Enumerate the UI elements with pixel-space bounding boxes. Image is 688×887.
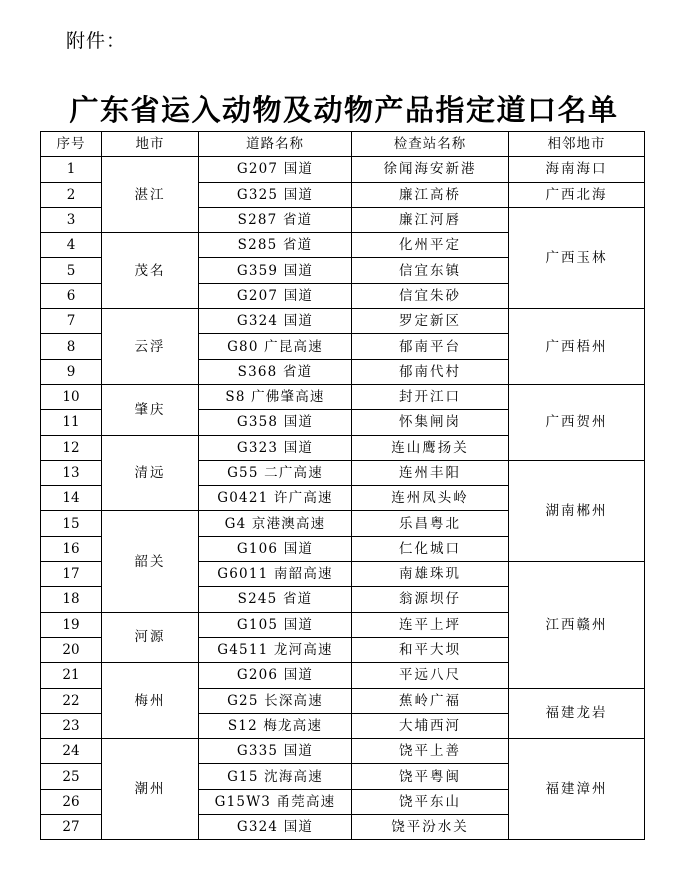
serial-number-cell: 11 — [41, 410, 102, 435]
road-name-cell: G359 国道 — [199, 258, 352, 283]
road-name-cell: G80 广昆高速 — [199, 334, 352, 359]
road-name-cell: G4 京港澳高速 — [199, 511, 352, 536]
serial-number-cell: 6 — [41, 283, 102, 308]
checkpoint-name-cell: 郁南平台 — [352, 334, 509, 359]
checkpoint-name-cell: 连州丰阳 — [352, 460, 509, 485]
road-name-cell: G207 国道 — [199, 283, 352, 308]
serial-number-cell: 25 — [41, 764, 102, 789]
serial-number-cell: 15 — [41, 511, 102, 536]
checkpoint-name-cell: 饶平粤闽 — [352, 764, 509, 789]
checkpoint-name-cell: 连州凤头岭 — [352, 486, 509, 511]
road-name-cell: G324 国道 — [199, 815, 352, 840]
checkpoint-name-cell: 连山鹰扬关 — [352, 435, 509, 460]
city-cell: 肇庆 — [102, 384, 199, 435]
city-cell: 韶关 — [102, 511, 199, 612]
checkpoint-name-cell: 大埔西河 — [352, 713, 509, 738]
header-adjacent-city: 相邻地市 — [509, 132, 645, 157]
serial-number-cell: 4 — [41, 233, 102, 258]
road-name-cell: G25 长深高速 — [199, 688, 352, 713]
road-name-cell: G207 国道 — [199, 157, 352, 182]
checkpoint-name-cell: 徐闻海安新港 — [352, 157, 509, 182]
checkpoint-name-cell: 封开江口 — [352, 384, 509, 409]
road-name-cell: G6011 南韶高速 — [199, 562, 352, 587]
road-name-cell: S8 广佛肇高速 — [199, 384, 352, 409]
adjacent-city-cell: 海南海口 — [509, 157, 645, 182]
serial-number-cell: 27 — [41, 815, 102, 840]
document-title: 广东省运入动物及动物产品指定道口名单 — [69, 93, 619, 127]
road-name-cell: G4511 龙河高速 — [199, 637, 352, 662]
adjacent-city-cell: 广西玉林 — [509, 207, 645, 308]
serial-number-cell: 5 — [41, 258, 102, 283]
checkpoint-table — [40, 131, 645, 840]
serial-number-cell: 16 — [41, 536, 102, 561]
header-road-name: 道路名称 — [199, 132, 352, 157]
serial-number-cell: 21 — [41, 663, 102, 688]
road-name-cell: S368 省道 — [199, 359, 352, 384]
road-name-cell: G55 二广高速 — [199, 460, 352, 485]
road-name-cell: S12 梅龙高速 — [199, 713, 352, 738]
city-cell: 潮州 — [102, 739, 199, 840]
checkpoint-name-cell: 郁南代村 — [352, 359, 509, 384]
checkpoint-name-cell: 乐昌粤北 — [352, 511, 509, 536]
serial-number-cell: 9 — [41, 359, 102, 384]
adjacent-city-cell: 福建龙岩 — [509, 688, 645, 739]
checkpoint-name-cell: 怀集闸岗 — [352, 410, 509, 435]
checkpoint-name-cell: 饶平东山 — [352, 789, 509, 814]
table-header-row — [41, 132, 645, 157]
serial-number-cell: 7 — [41, 309, 102, 334]
table-row — [41, 157, 645, 182]
adjacent-city-cell: 广西贺州 — [509, 384, 645, 460]
header-serial-number: 序号 — [41, 132, 102, 157]
road-name-cell: G358 国道 — [199, 410, 352, 435]
checkpoint-name-cell: 罗定新区 — [352, 309, 509, 334]
serial-number-cell: 14 — [41, 486, 102, 511]
serial-number-cell: 20 — [41, 637, 102, 662]
serial-number-cell: 19 — [41, 612, 102, 637]
road-name-cell: G323 国道 — [199, 435, 352, 460]
adjacent-city-cell: 广西北海 — [509, 182, 645, 207]
serial-number-cell: 3 — [41, 207, 102, 232]
city-cell: 清远 — [102, 435, 199, 511]
serial-number-cell: 18 — [41, 587, 102, 612]
road-name-cell: G206 国道 — [199, 663, 352, 688]
checkpoint-name-cell: 仁化城口 — [352, 536, 509, 561]
table-row — [41, 309, 645, 334]
table-row — [41, 384, 645, 409]
serial-number-cell: 17 — [41, 562, 102, 587]
serial-number-cell: 2 — [41, 182, 102, 207]
checkpoint-name-cell: 信宜东镇 — [352, 258, 509, 283]
checkpoint-name-cell: 翁源坝仔 — [352, 587, 509, 612]
city-cell: 河源 — [102, 612, 199, 663]
serial-number-cell: 12 — [41, 435, 102, 460]
header-city: 地市 — [102, 132, 199, 157]
serial-number-cell: 24 — [41, 739, 102, 764]
checkpoint-name-cell: 廉江河唇 — [352, 207, 509, 232]
road-name-cell: S245 省道 — [199, 587, 352, 612]
city-cell: 湛江 — [102, 157, 199, 233]
road-name-cell: G105 国道 — [199, 612, 352, 637]
city-cell: 茂名 — [102, 233, 199, 309]
table-body — [41, 157, 645, 840]
road-name-cell: G15 沈海高速 — [199, 764, 352, 789]
checkpoint-name-cell: 廉江高桥 — [352, 182, 509, 207]
table-row — [41, 739, 645, 764]
checkpoint-name-cell: 信宜朱砂 — [352, 283, 509, 308]
road-name-cell: S287 省道 — [199, 207, 352, 232]
serial-number-cell: 23 — [41, 713, 102, 738]
checkpoint-name-cell: 蕉岭广福 — [352, 688, 509, 713]
road-name-cell: G15W3 甬莞高速 — [199, 789, 352, 814]
city-cell: 云浮 — [102, 309, 199, 385]
adjacent-city-cell: 福建漳州 — [509, 739, 645, 840]
serial-number-cell: 26 — [41, 789, 102, 814]
city-cell: 梅州 — [102, 663, 199, 739]
serial-number-cell: 22 — [41, 688, 102, 713]
checkpoint-name-cell: 饶平汾水关 — [352, 815, 509, 840]
serial-number-cell: 13 — [41, 460, 102, 485]
road-name-cell: G106 国道 — [199, 536, 352, 561]
road-name-cell: G325 国道 — [199, 182, 352, 207]
serial-number-cell: 1 — [41, 157, 102, 182]
header-checkpoint-name: 检查站名称 — [352, 132, 509, 157]
road-name-cell: G335 国道 — [199, 739, 352, 764]
checkpoint-name-cell: 化州平定 — [352, 233, 509, 258]
road-name-cell: G324 国道 — [199, 309, 352, 334]
adjacent-city-cell: 湖南郴州 — [509, 460, 645, 561]
checkpoint-name-cell: 饶平上善 — [352, 739, 509, 764]
adjacent-city-cell: 广西梧州 — [509, 309, 645, 385]
checkpoint-name-cell: 和平大坝 — [352, 637, 509, 662]
adjacent-city-cell: 江西赣州 — [509, 562, 645, 688]
checkpoint-name-cell: 连平上坪 — [352, 612, 509, 637]
checkpoint-name-cell: 平远八尺 — [352, 663, 509, 688]
serial-number-cell: 8 — [41, 334, 102, 359]
checkpoint-name-cell: 南雄珠玑 — [352, 562, 509, 587]
serial-number-cell: 10 — [41, 384, 102, 409]
road-name-cell: G0421 许广高速 — [199, 486, 352, 511]
attachment-label: 附件： — [66, 30, 127, 52]
road-name-cell: S285 省道 — [199, 233, 352, 258]
